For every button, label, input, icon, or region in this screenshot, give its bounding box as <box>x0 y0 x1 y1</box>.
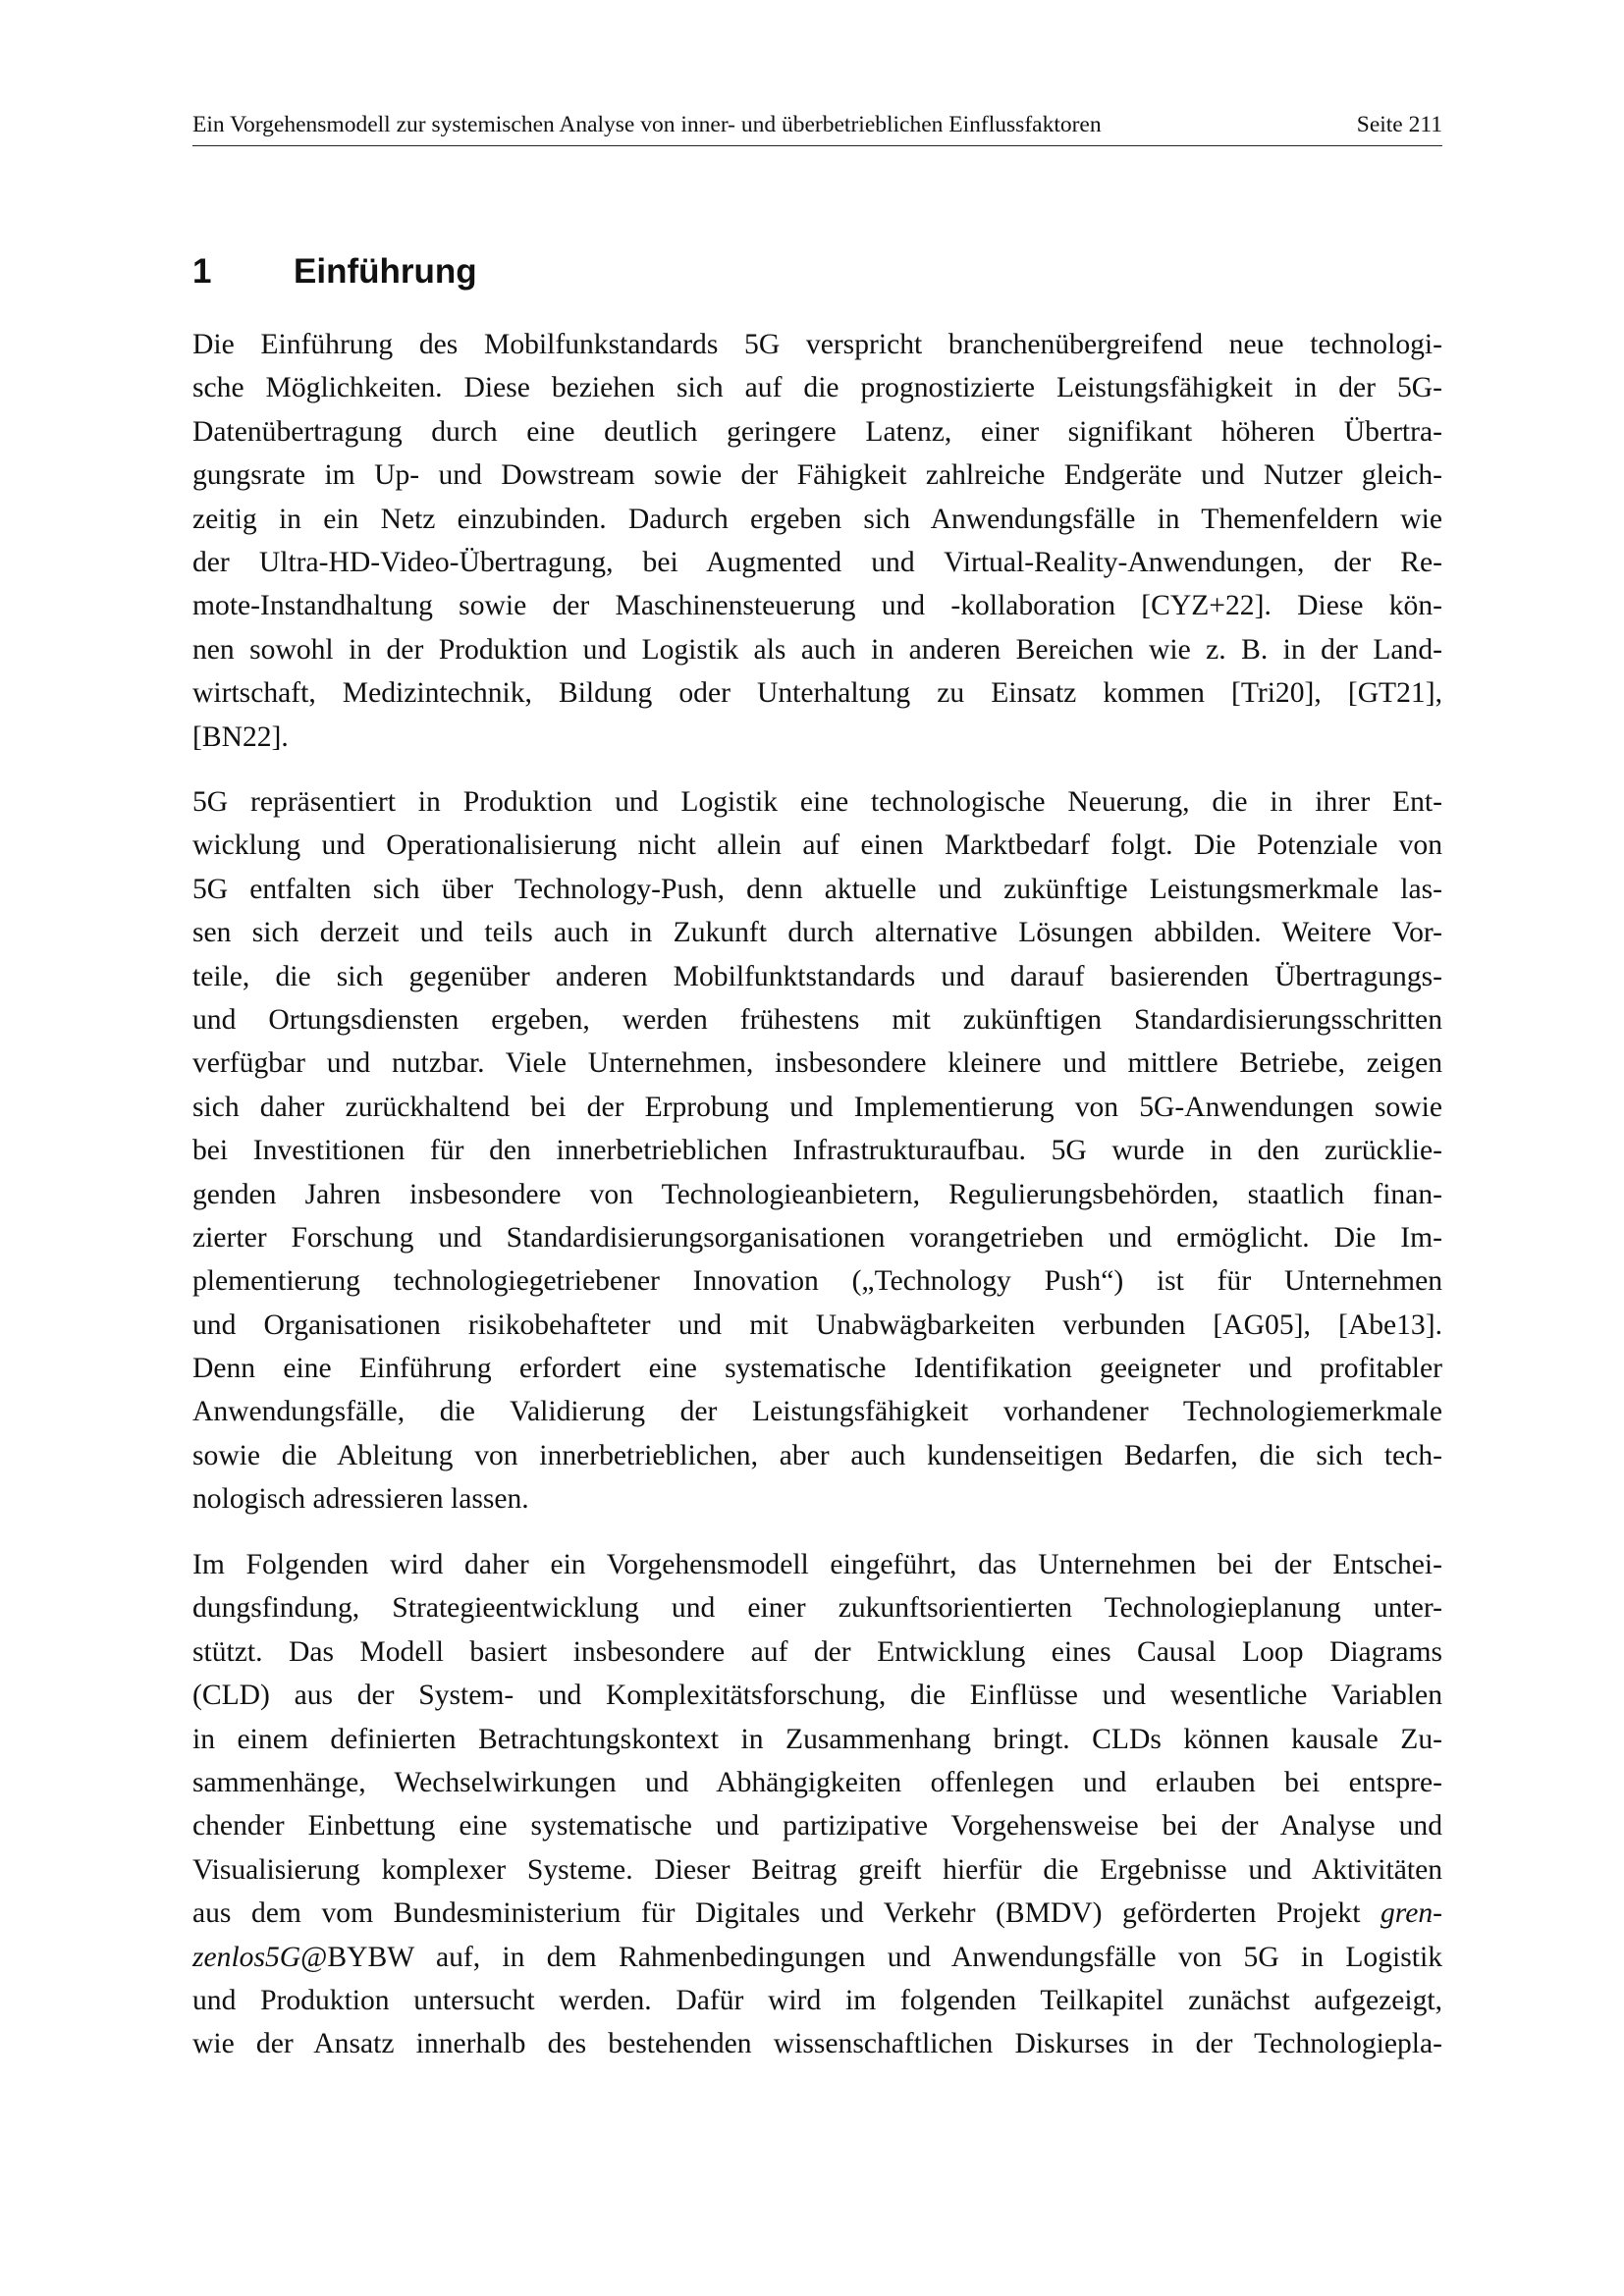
header-title: Ein Vorgehensmodell zur systemischen Analyse von inner- und überbetrieblichen Einflussfaktoren <box>192 112 1102 137</box>
paragraph-line: und Ortungsdiensten ergeben, werden frühestens mit zukünftigen Standardisierungsschritten <box>192 1003 1442 1036</box>
paragraph-1 <box>192 323 1442 759</box>
paragraph-line: sen sich derzeit und teils auch in Zukunft durch alternative Lösungen abbilden. Weitere Vor- <box>192 917 1442 949</box>
paragraph-line: in einem definierten Betrachtungskontext in Zusammenhang bringt. CLDs können kausale Zu- <box>192 1723 1442 1755</box>
paragraph-line: zeitig in ein Netz einzubinden. Dadurch ergeben sich Anwendungsfälle in Themenfeldern wie <box>192 503 1442 535</box>
paragraph-line: wirtschaft, Medizintechnik, Bildung oder Unterhaltung zu Einsatz kommen [Tri20], [GT21], <box>192 677 1442 710</box>
project-name-italic: gren- <box>1380 1897 1442 1930</box>
paragraph-line: stützt. Das Modell basiert insbesondere auf der Entwicklung eines Causal Loop Diagrams <box>192 1635 1442 1668</box>
paragraph-line: teile, die sich gegenüber anderen Mobilfunktstandards und darauf basierenden Übertragungs- <box>192 960 1442 992</box>
paragraph-line: Anwendungsfälle, die Validierung der Leistungsfähigkeit vorhandener Technologiemerkmale <box>192 1396 1442 1428</box>
project-name-italic: zenlos5G <box>192 1941 301 1973</box>
line-text: @BYBW auf, in dem Rahmenbedingungen und Anwendungsfälle von 5G in Logistik <box>300 1941 1442 1973</box>
paragraph-line: der Ultra-HD-Video-Übertragung, bei Augmented und Virtual-Reality-Anwendungen, der Re- <box>192 546 1442 578</box>
paragraph-line: plementierung technologiegetriebener Innovation („Technology Push“) ist für Unternehmen <box>192 1265 1442 1298</box>
paragraph-line: 5G entfalten sich über Technology-Push, denn aktuelle und zukünftige Leistungsmerkmale las- <box>192 873 1442 905</box>
running-header <box>192 110 1442 146</box>
section-title: Einführung <box>294 252 477 291</box>
paragraph-line: sche Möglichkeiten. Diese beziehen sich auf die prognostizierte Leistungsfähigkeit in der 5G- <box>192 372 1442 404</box>
paragraph-line: gungsrate im Up- und Dowstream sowie der Fähigkeit zahlreiche Endgeräte und Nutzer gleich- <box>192 459 1442 492</box>
paragraph-line: wicklung und Operationalisierung nicht allein auf einen Marktbedarf folgt. Die Potenziale von <box>192 829 1442 862</box>
section-heading <box>192 250 477 294</box>
paragraph-line: Visualisierung komplexer Systeme. Dieser Beitrag greift hierfür die Ergebnisse und Aktivitäten <box>192 1853 1442 1886</box>
paragraph-3 <box>192 1543 1442 2066</box>
paragraph-line: und Produktion untersucht werden. Dafür wird im folgenden Teilkapitel zunächst aufgezeigt, <box>192 1984 1442 2016</box>
paragraph-line: genden Jahren insbesondere von Technologieanbietern, Regulierungsbehörden, staatlich finan- <box>192 1178 1442 1210</box>
paragraph-line: sich daher zurückhaltend bei der Erprobung und Implementierung von 5G-Anwendungen sowie <box>192 1091 1442 1123</box>
paragraph-line: nen sowohl in der Produktion und Logistik als auch in anderen Bereichen wie z. B. in der Land- <box>192 633 1442 666</box>
paragraph-line: verfügbar und nutzbar. Viele Unternehmen, insbesondere kleinere und mittlere Betriebe, zeigen <box>192 1047 1442 1080</box>
paragraph-line: [BN22]. <box>192 721 289 753</box>
paragraph-line <box>192 1936 1442 1979</box>
paragraph-line: dungsfindung, Strategieentwicklung und einer zukunftsorientierten Technologieplanung unter- <box>192 1592 1442 1625</box>
paragraph-line: (CLD) aus der System- und Komplexitätsforschung, die Einflüsse und wesentliche Variablen <box>192 1680 1442 1712</box>
paragraph-line: nologisch adressieren lassen. <box>192 1483 529 1516</box>
paragraph-line: und Organisationen risikobehafteter und mit Unabwägbarkeiten verbunden [AG05], [Abe13]. <box>192 1308 1442 1341</box>
paragraph-line: Datenübertragung durch eine deutlich geringere Latenz, einer signifikant höheren Übertra- <box>192 415 1442 448</box>
line-text: aus dem vom Bundesministerium für Digitales und Verkehr (BMDV) geförderten Projekt <box>192 1897 1380 1930</box>
paragraph-line: chender Einbettung eine systematische und partizipative Vorgehensweise bei der Analyse und <box>192 1810 1442 1842</box>
paragraph-line <box>192 1892 1442 1935</box>
paragraph-line: bei Investitionen für den innerbetrieblichen Infrastrukturaufbau. 5G wurde in den zurücklie- <box>192 1135 1442 1167</box>
paragraph-2 <box>192 780 1442 1522</box>
paragraph-line: mote-Instandhaltung sowie der Maschinensteuerung und -kollaboration [CYZ+22]. Diese kön- <box>192 590 1442 622</box>
paragraph-line: Denn eine Einführung erfordert eine systematische Identifikation geeigneter und profitabler <box>192 1353 1442 1385</box>
paragraph-line: sowie die Ableitung von innerbetrieblichen, aber auch kundenseitigen Bedarfen, die sich tech- <box>192 1439 1442 1471</box>
paragraph-line: Die Einführung des Mobilfunkstandards 5G verspricht branchenübergreifend neue technologi- <box>192 329 1442 360</box>
paragraph-line: Im Folgenden wird daher ein Vorgehensmodell eingeführt, das Unternehmen bei der Entschei- <box>192 1549 1442 1580</box>
header-page-number: Seite 211 <box>1356 112 1442 137</box>
paragraph-line: 5G repräsentiert in Produktion und Logistik eine technologische Neuerung, die in ihrer Ent- <box>192 786 1442 818</box>
paragraph-line: wie der Ansatz innerhalb des bestehenden wissenschaftlichen Diskurses in der Technologiepla- <box>192 2028 1442 2060</box>
section-number: 1 <box>192 252 212 291</box>
paragraph-line: zierter Forschung und Standardisierungsorganisationen vorangetrieben und ermöglicht. Die Im- <box>192 1221 1442 1254</box>
paragraph-line: sammenhänge, Wechselwirkungen und Abhängigkeiten offenlegen und erlauben bei entspre- <box>192 1766 1442 1798</box>
